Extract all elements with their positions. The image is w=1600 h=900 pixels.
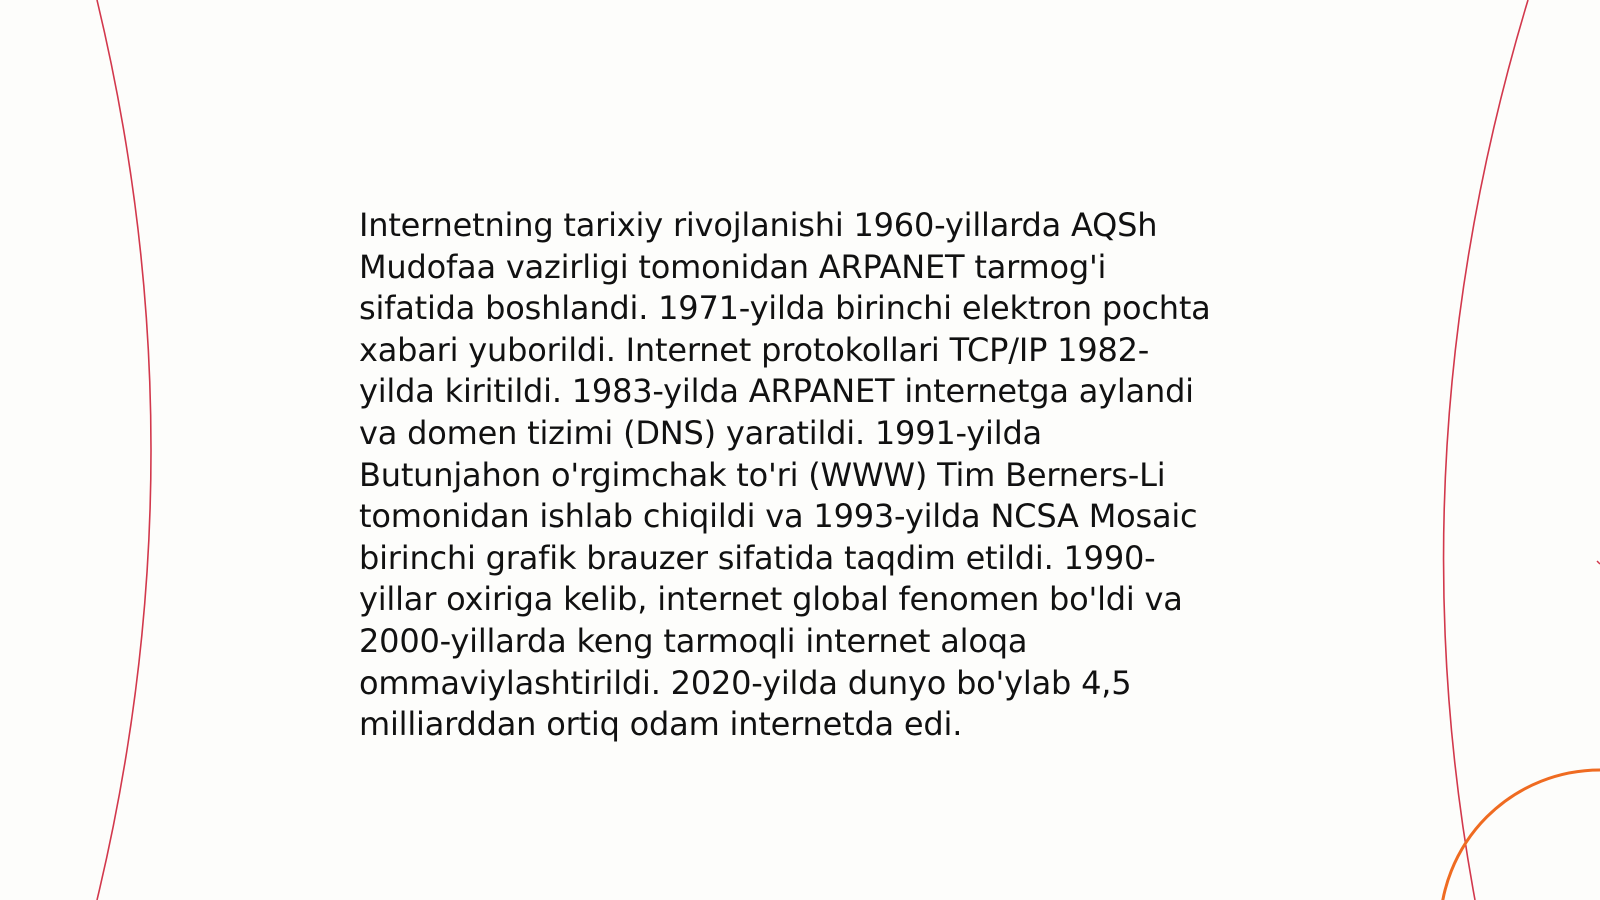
left-curve-line (97, 0, 151, 900)
text-line: yilda kiritildi. 1983-yilda ARPANET internetga aylandi (359, 372, 1194, 411)
text-line: va domen tizimi (DNS) yaratildi. 1991-yilda (359, 413, 1042, 452)
text-line: tomonidan ishlab chiqildi va 1993-yilda NCSA Mosaic (359, 497, 1198, 536)
text-line: sifatida boshlandi. 1971-yilda birinchi elektron pochta (359, 289, 1211, 328)
text-line: ommaviylashtirildi. 2020-yilda dunyo bo'ylab 4,5 (359, 663, 1132, 702)
text-line: milliarddan ortiq odam internetda edi. (359, 705, 963, 744)
text-line: Internetning tarixiy rivojlanishi 1960-yillarda AQSh (359, 206, 1158, 244)
text-line: birinchi grafik brauzer sifatida taqdim etildi. 1990- (359, 538, 1156, 577)
text-line: Mudofaa vazirligi tomonidan ARPANET tarmog'i (359, 247, 1107, 286)
text-line: yillar oxiriga kelib, internet global fenomen bo'ldi va (359, 580, 1183, 619)
body-paragraph (359, 205, 1239, 746)
text-line: xabari yuborildi. Internet protokollari TCP/IP 1982- (359, 330, 1150, 369)
right-curve-line (1444, 0, 1528, 900)
text-line: Butunjahon o'rgimchak to'ri (WWW) Tim Berners-Li (359, 455, 1166, 494)
text-line: 2000-yillarda keng tarmoqli internet aloqa (359, 621, 1028, 660)
